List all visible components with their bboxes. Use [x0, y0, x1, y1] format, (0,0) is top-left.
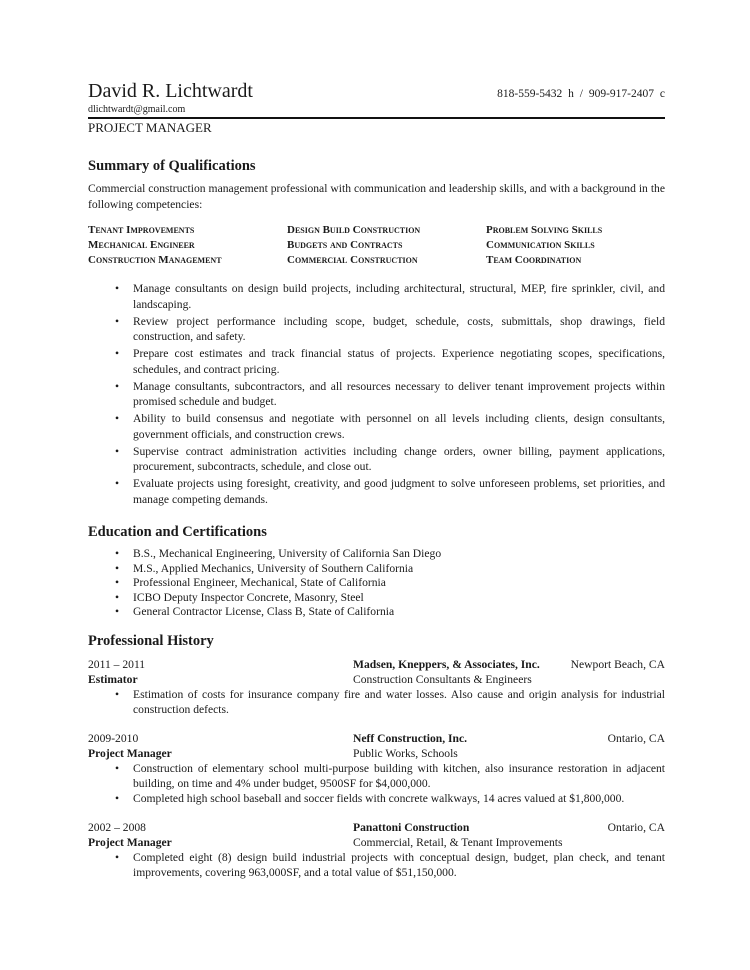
company-sector: Commercial, Retail, & Tenant Improvements: [353, 835, 563, 849]
competency: Mechanical Engineer: [88, 239, 195, 251]
list-item: • Ability to build consensus and negotiate with personnel on all levels including clients, design consultants, government officials, and construction crews.: [88, 411, 665, 442]
list-item: • Prepare cost estimates and track financial status of projects. Experience negotiating scopes, specifications, schedules, and contract pricing.: [88, 346, 665, 377]
list-item: • Manage consultants, subcontractors, and all resources necessary to deliver tenant improvement projects within promised schedule and budget.: [88, 379, 665, 410]
list-item: • Supervise contract administration activities including change orders, owner billing, payment applications, procurement, subcontracts, schedule, and close out.: [88, 444, 665, 475]
job-location: Ontario, CA: [607, 820, 665, 834]
list-item: • Estimation of costs for insurance company fire and water losses. Also cause and origin analysis for industrial construction defects.: [88, 687, 665, 717]
job-title: PROJECT MANAGER: [88, 120, 212, 135]
company-sector: Public Works, Schools: [353, 746, 458, 760]
job-dates: 2011 – 2011: [88, 657, 146, 671]
company-name: Panattoni Construction: [353, 820, 470, 834]
competency: Commercial Construction: [287, 254, 418, 266]
company-name: Madsen, Kneppers, & Associates, Inc.: [353, 657, 540, 671]
phone-numbers: 818-559-5432 h / 909-917-2407 c: [497, 88, 665, 100]
list-item: • ICBO Deputy Inspector Concrete, Masonry, Steel: [88, 591, 665, 606]
education-heading: Education and Certifications: [88, 524, 267, 540]
job-entry: [88, 731, 665, 806]
job-location: Ontario, CA: [607, 731, 665, 745]
list-item: • General Contractor License, Class B, State of California: [88, 605, 665, 620]
summary-intro: Commercial construction management professional with communication and leadership skills, and with a background in the following competencies:: [88, 182, 665, 211]
email: dlichtwardt@gmail.com: [88, 104, 186, 115]
list-item: • Manage consultants on design build projects, including architectural, structural, MEP, fire sprinkler, civil, and landscaping.: [88, 281, 665, 312]
job-entry: [88, 820, 665, 880]
list-item: • M.S., Applied Mechanics, University of Southern California: [88, 562, 665, 577]
company-sector: Construction Consultants & Engineers: [353, 672, 532, 686]
job-role: Estimator: [88, 672, 138, 686]
job-location: Newport Beach, CA: [570, 657, 665, 671]
competency: Communication Skills: [486, 239, 595, 251]
list-item: • Professional Engineer, Mechanical, State of California: [88, 576, 665, 591]
candidate-name: David R. Lichtwardt: [88, 80, 253, 102]
qualifications-list: [88, 281, 665, 507]
competency: Tenant Improvements: [88, 224, 195, 236]
competency: Design Build Construction: [287, 224, 421, 236]
summary-heading: Summary of Qualifications: [88, 158, 256, 174]
list-item: • Construction of elementary school multi-purpose building with kitchen, also insurance restoration in adjacent building, on time and 4% under budget, 9500SF for $4,000,000.: [88, 761, 665, 791]
resume-page: [88, 80, 665, 880]
list-item: • B.S., Mechanical Engineering, University of California San Diego: [88, 547, 665, 562]
job-role: Project Manager: [88, 746, 172, 760]
job-dates: 2002 – 2008: [88, 820, 146, 834]
list-item: • Evaluate projects using foresight, creativity, and good judgment to solve unforeseen problems, set priorities, and manage competing demands.: [88, 476, 665, 507]
competency: Budgets and Contracts: [287, 239, 403, 251]
education-list: [88, 547, 665, 620]
job-entry: [88, 657, 665, 717]
job-dates: 2009-2010: [88, 731, 139, 745]
competency: Construction Management: [88, 254, 222, 266]
history-heading: Professional History: [88, 632, 214, 649]
company-name: Neff Construction, Inc.: [353, 731, 467, 745]
header-divider: [88, 117, 665, 119]
competency: Problem Solving Skills: [486, 224, 603, 236]
list-item: • Completed eight (8) design build industrial projects with conceptual design, budget, plan check, and tenant improvements, covering 963,000SF, and a total value of $51,150,000.: [88, 850, 665, 880]
header: [88, 80, 665, 103]
list-item: • Review project performance including scope, budget, schedule, costs, submittals, shop drawings, field construction, and safety.: [88, 314, 665, 345]
competency: Team Coordination: [486, 254, 582, 266]
competencies-grid: [88, 223, 665, 268]
list-item: • Completed high school baseball and soccer fields with concrete walkways, 14 acres valued at $1,800,000.: [88, 791, 665, 806]
job-role: Project Manager: [88, 835, 172, 849]
